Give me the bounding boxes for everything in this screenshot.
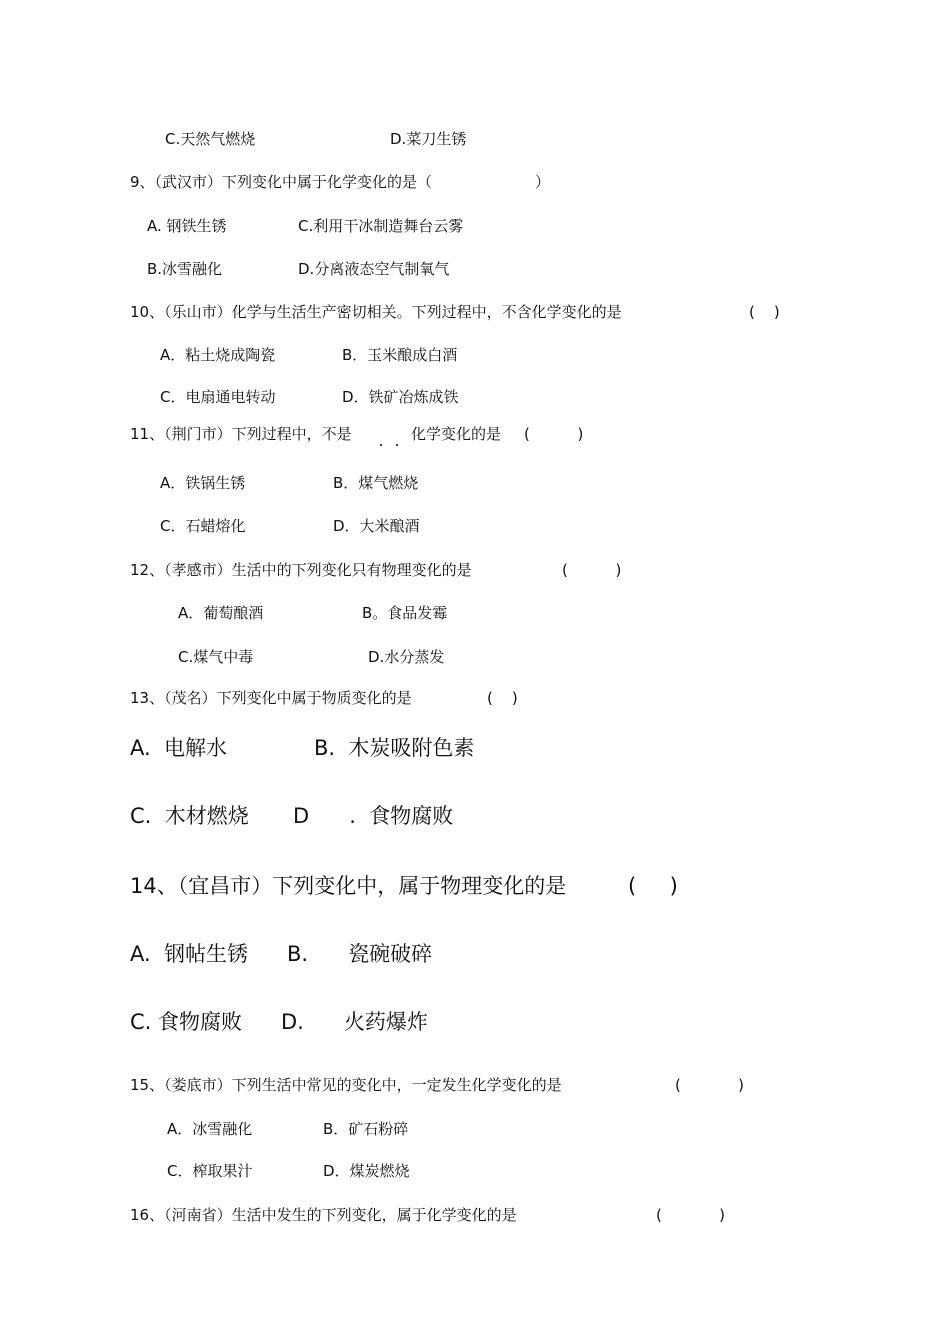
- question-text: 化学变化的是: [411, 425, 502, 443]
- answer-parenthesis: ( ): [487, 689, 518, 707]
- question-text: 14、（宜昌市）下列变化中，属于物理变化的是: [130, 874, 567, 898]
- option-text: C. 木材燃烧: [130, 804, 249, 828]
- option-text: A．葡萄酿酒: [178, 604, 264, 622]
- answer-parenthesis: ( ): [656, 1206, 725, 1224]
- answer-parenthesis: ）: [535, 173, 551, 191]
- option-text: B. 木炭吸附色素: [314, 736, 475, 760]
- option-text: C．榨取果汁: [167, 1162, 253, 1180]
- option-text: D．大米酿酒: [333, 517, 420, 535]
- option-text: C.天然气燃烧: [165, 130, 256, 148]
- option-text: C．石蜡熔化: [160, 517, 246, 535]
- option-text: D.菜刀生锈: [390, 130, 467, 148]
- option-text: D. 火药爆炸: [281, 1010, 428, 1034]
- option-text: C. 食物腐败: [130, 1010, 243, 1034]
- option-text: A. 钢铁生锈: [147, 217, 227, 235]
- option-text: A．冰雪融化: [167, 1120, 253, 1138]
- option-text: D．铁矿冶炼成铁: [342, 388, 459, 406]
- emphasis-dot: [396, 444, 398, 446]
- option-text: A．粘土烧成陶瓷: [160, 346, 276, 364]
- option-text: D．煤炭燃烧: [323, 1162, 410, 1180]
- option-text: D.水分蒸发: [368, 648, 445, 666]
- option-text: B. 瓷碗破碎: [287, 942, 433, 966]
- question-text: 15、（娄底市）下列生活中常见的变化中，一定发生化学变化的是: [130, 1076, 562, 1094]
- option-text: C.利用干冰制造舞台云雾: [298, 217, 464, 235]
- question-text: 10、（乐山市）化学与生活生产密切相关。下列过程中，不含化学变化的是: [130, 303, 622, 321]
- answer-parenthesis: ( ): [524, 425, 584, 443]
- emphasis-dot: [380, 444, 382, 446]
- answer-parenthesis: ( ): [675, 1076, 744, 1094]
- answer-parenthesis: ( ): [562, 561, 622, 579]
- answer-parenthesis: ( ): [749, 303, 780, 321]
- option-text: D.分离液态空气制氧气: [298, 260, 450, 278]
- option-text: D . 食物腐败: [293, 804, 454, 828]
- answer-parenthesis: ( ): [628, 874, 678, 898]
- option-text: C.煤气中毒: [178, 648, 254, 666]
- option-text: B．煤气燃烧: [333, 474, 419, 492]
- option-text: B．矿石粉碎: [323, 1120, 409, 1138]
- option-text: B．玉米酿成白酒: [342, 346, 458, 364]
- option-text: C．电扇通电转动: [160, 388, 276, 406]
- option-text: B。食品发霉: [362, 604, 448, 622]
- option-text: A．铁锅生锈: [160, 474, 246, 492]
- question-text: 13、（茂名）下列变化中属于物质变化的是: [130, 689, 412, 707]
- option-text: B.冰雪融化: [147, 260, 223, 278]
- option-text: A. 钢帖生锈: [130, 942, 249, 966]
- option-text: A. 电解水: [130, 736, 228, 760]
- question-text: 11、（荆门市）下列过程中，不是: [130, 425, 352, 443]
- question-text: 9、（武汉市）下列变化中属于化学变化的是（: [130, 173, 433, 191]
- question-text: 16、（河南省）生活中发生的下列变化，属于化学变化的是: [130, 1206, 517, 1224]
- question-text: 12、（孝感市）生活中的下列变化只有物理变化的是: [130, 561, 472, 579]
